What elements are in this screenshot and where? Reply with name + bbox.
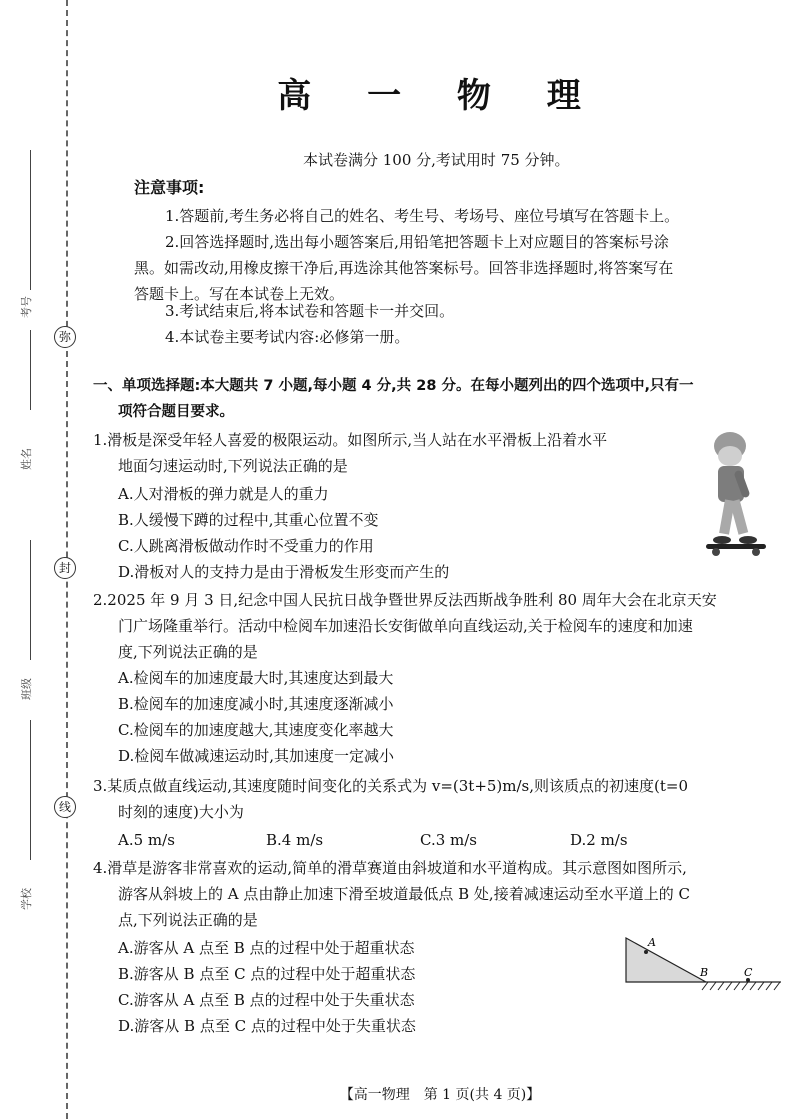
q4-stem: 4.滑草是游客非常喜欢的运动,简单的滑草赛道由斜坡道和水平道构成。其示意图如图所示, [93,859,687,877]
exam-number-rule [30,150,31,290]
q3-option-a: A.5 m/s [118,831,175,849]
slope-figure [616,932,786,1000]
q3-option-d: D.2 m/s [570,831,628,849]
q4-option-b: B.游客从 B 点至 C 点的过程中处于超重状态 [118,965,416,983]
class-label: 班级 [20,678,33,700]
q1-stem: 1.滑板是深受年轻人喜爱的极限运动。如图所示,当人站在水平滑板上沿着水平 [93,431,608,449]
notice-heading: 注意事项: [134,178,205,197]
notice-line: 4.本试卷主要考试内容:必修第一册。 [165,328,410,346]
page-footer: 【高一物理 第 1 页(共 4 页)】 [339,1087,541,1103]
skateboarder-figure [700,428,772,558]
q4-option-a: A.游客从 A 点至 B 点的过程中处于超重状态 [118,939,415,957]
section1-heading: 一、单项选择题:本大题共 7 小题,每小题 4 分,共 28 分。在每小题列出的四个选项中,只有一 [93,378,694,394]
section1-heading-cont: 项符合题目要求。 [118,404,234,420]
point-a-label: A [648,936,656,949]
notice-line: 黑。如需改动,用橡皮擦干净后,再选涂其他答案标号。回答非选择题时,将答案写在 [134,259,674,277]
school-rule [30,720,31,860]
q3-stem: 时刻的速度)大小为 [118,803,244,821]
q1-option-b: B.人缓慢下蹲的过程中,其重心位置不变 [118,511,379,529]
exam-intro: 本试卷满分 100 分,考试用时 75 分钟。 [303,151,570,169]
q3-option-b: B.4 m/s [266,831,324,849]
q2-option-a: A.检阅车的加速度最大时,其速度达到最大 [118,669,394,687]
notice-line: 3.考试结束后,将本试卷和答题卡一并交回。 [165,302,455,320]
q4-option-d: D.游客从 B 点至 C 点的过程中处于失重状态 [118,1017,416,1035]
q1-option-a: A.人对滑板的弹力就是人的重力 [118,485,329,503]
seal-xian: 线 [54,796,76,818]
point-b-label: B [700,966,709,979]
exam-number-label: 考号 [20,296,33,318]
q2-option-c: C.检阅车的加速度越大,其速度变化率越大 [118,721,394,739]
q2-stem: 度,下列说法正确的是 [118,643,258,661]
name-rule [30,330,31,410]
notice-line: 1.答题前,考生务必将自己的姓名、考生号、考场号、座位号填写在答题卡上。 [165,207,680,225]
point-c-label: C [744,966,753,979]
q1-option-c: C.人跳离滑板做动作时不受重力的作用 [118,537,374,555]
q2-option-d: D.检阅车做减速运动时,其加速度一定减小 [118,747,395,765]
notice-line: 答题卡上。写在本试卷上无效。 [134,285,345,303]
q2-option-b: B.检阅车的加速度减小时,其速度逐渐减小 [118,695,394,713]
q4-stem: 游客从斜坡上的 A 点由静止加速下滑至坡道最低点 B 处,接着减速运动至水平道上的 C [118,885,690,903]
seal-mi: 弥 [54,326,76,348]
school-label: 学校 [20,888,33,910]
seal-feng: 封 [54,557,76,579]
name-label: 姓名 [20,448,33,470]
q3-option-c: C.3 m/s [420,831,477,849]
q2-stem: 2.2025 年 9 月 3 日,纪念中国人民抗日战争暨世界反法西斯战争胜利 80 周年大会在北京天安 [93,591,717,609]
q1-option-d: D.滑板对人的支持力是由于滑板发生形变而产生的 [118,563,450,581]
q2-stem: 门广场隆重举行。活动中检阅车加速沿长安街做单向直线运动,关于检阅车的速度和加速 [118,617,693,635]
q4-stem: 点,下列说法正确的是 [118,911,258,929]
q1-stem: 地面匀速运动时,下列说法正确的是 [118,457,348,475]
notice-line: 2.回答选择题时,选出每小题答案后,用铅笔把答题卡上对应题目的答案标号涂 [165,233,669,251]
class-rule [30,540,31,660]
q4-option-c: C.游客从 A 点至 B 点的过程中处于失重状态 [118,991,415,1009]
q3-stem: 3.某质点做直线运动,其速度随时间变化的关系式为 v=(3t+5)m/s,则该质点的初速度(t=0 [93,777,689,795]
exam-title: 高 一 物 理 [277,76,603,116]
